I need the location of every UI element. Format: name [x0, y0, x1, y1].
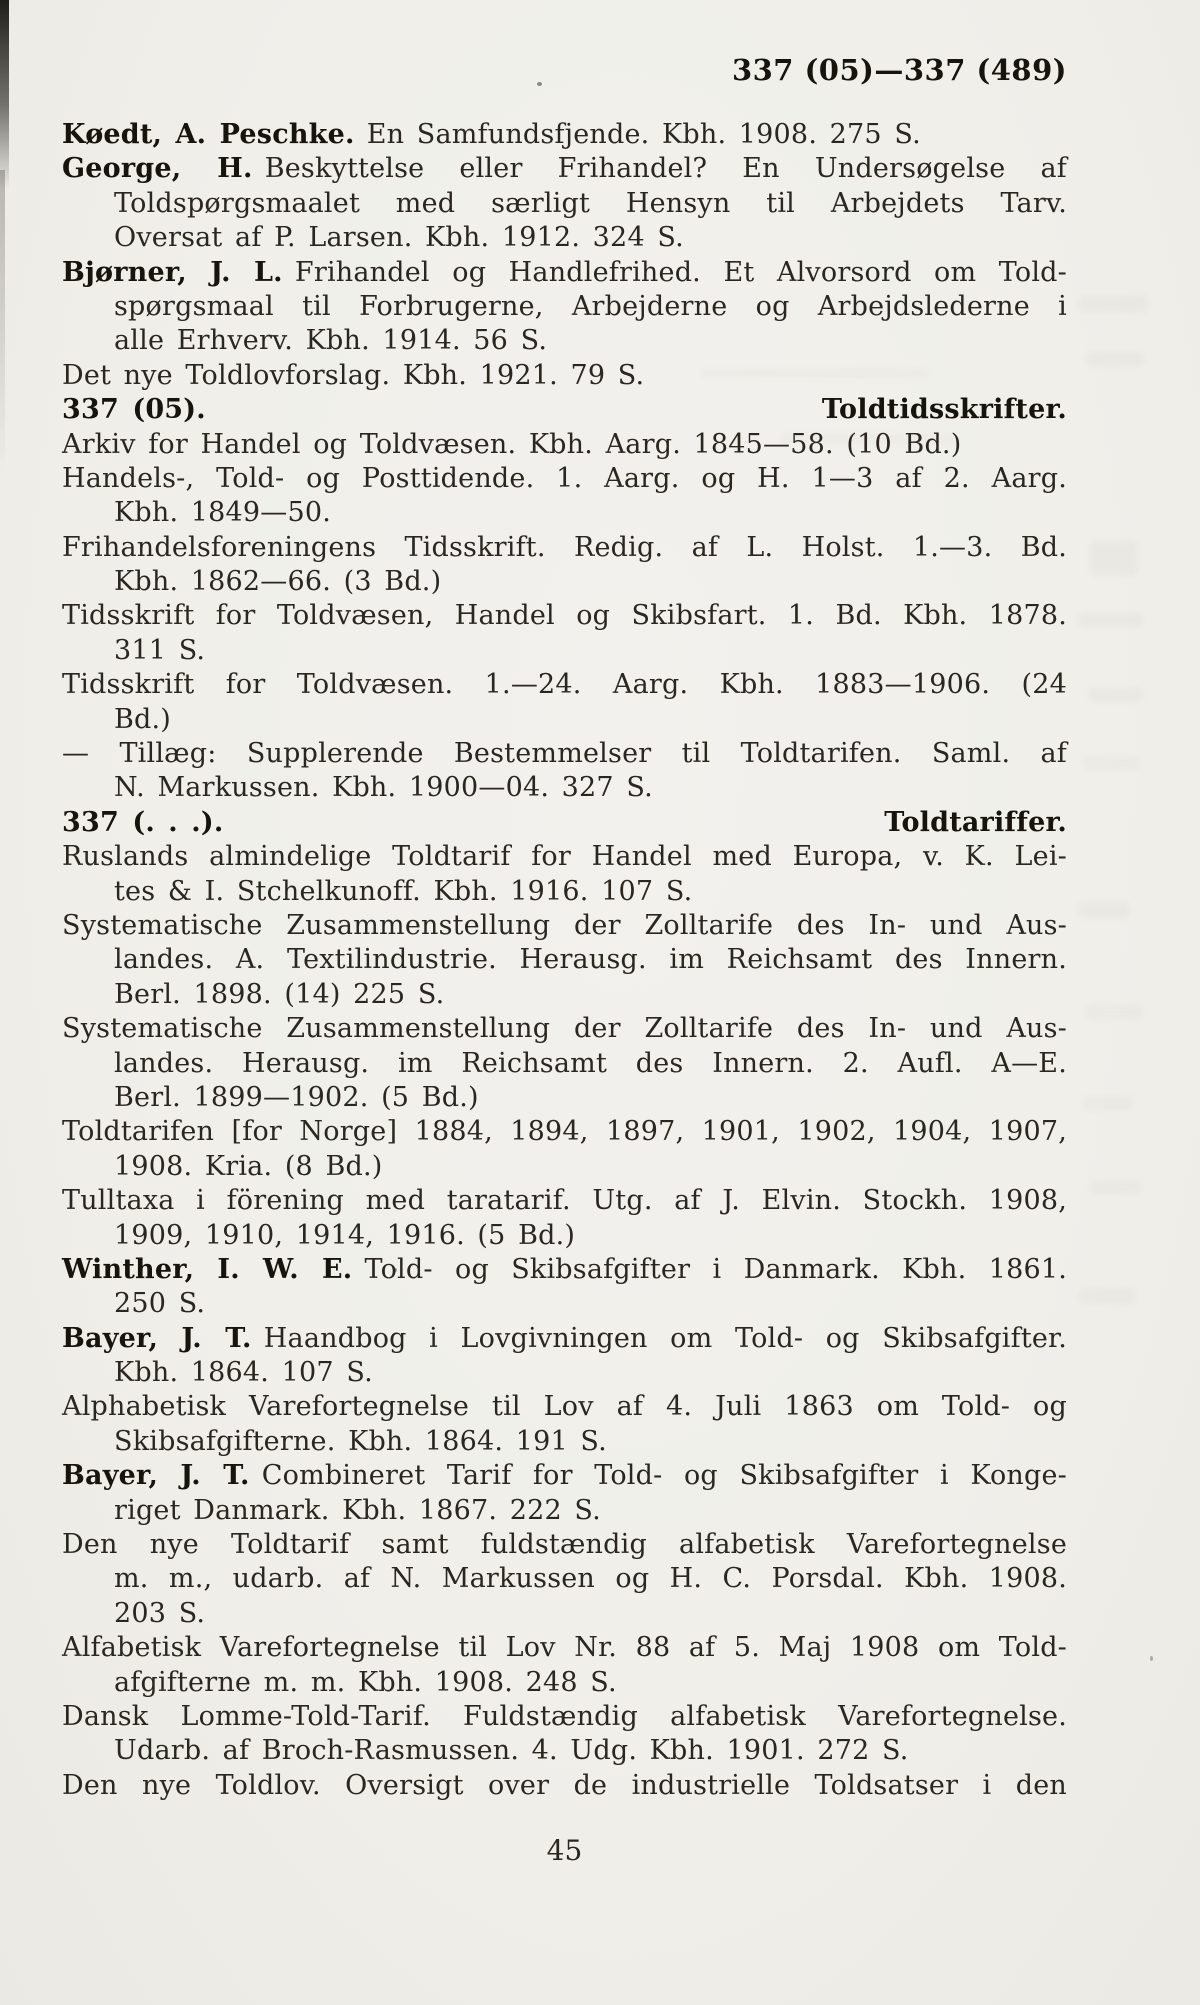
- entry-line: [62, 1425, 1067, 1459]
- section-title: Toldtidsskrifter.: [821, 394, 1067, 426]
- author-name: Bayer, J. T.: [62, 1322, 252, 1354]
- entry-line: [62, 118, 1067, 152]
- entry-line: [62, 462, 1067, 496]
- showthrough-smudge: [1082, 756, 1140, 770]
- entry-line: [62, 187, 1067, 221]
- line-text: Handels-, Told- og Posttidende. 1. Aarg. og H. 1—3 af 2. Aarg.: [62, 462, 1067, 494]
- line-text: 250 S.: [114, 1288, 206, 1320]
- entry-line: [62, 668, 1067, 702]
- entry-line: [62, 599, 1067, 633]
- entry-line: [62, 1356, 1067, 1390]
- showthrough-smudge: [1082, 1096, 1134, 1110]
- line-text: Den nye Toldtarif samt fuldstændig alfabetisk Varefortegnelse: [62, 1529, 1067, 1561]
- line-text: riget Danmark. Kbh. 1867. 222 S.: [114, 1494, 601, 1526]
- author-name: Køedt, A. Peschke.: [62, 119, 355, 150]
- line-text: Toldtarifen [for Norge] 1884, 1894, 1897, 1901, 1902, 1904, 1907,: [62, 1116, 1067, 1148]
- line-text: Kbh. 1862—66. (3 Bd.): [114, 566, 442, 598]
- entry-line: [62, 1494, 1067, 1528]
- line-text: 311 S.: [114, 634, 206, 666]
- line-text: Tidsskrift for Toldvæsen. 1.—24. Aarg. Kbh. 1883—1906. (24: [62, 669, 1067, 701]
- section-code: 337 (05).: [62, 394, 206, 426]
- entry-line: [62, 875, 1067, 909]
- showthrough-smudge: [1090, 1180, 1140, 1194]
- showthrough-smudge: [1086, 352, 1144, 366]
- line-text: Dansk Lomme-Told-Tarif. Fuldstændig alfabetisk Varefortegnelse.: [62, 1700, 1067, 1732]
- line-text: Skibsafgifterne. Kbh. 1864. 191 S.: [114, 1425, 607, 1457]
- line-text: 1908. Kria. (8 Bd.): [114, 1150, 383, 1182]
- ink-speck: [1150, 1656, 1153, 1661]
- entry-line: [62, 1081, 1067, 1115]
- line-text: Berl. 1899—1902. (5 Bd.): [114, 1081, 479, 1113]
- line-text: Frihandel og Handlefrihed. Et Alvorsord om Told-: [294, 256, 1067, 288]
- line-text: 203 S.: [114, 1597, 206, 1629]
- line-text: N. Markussen. Kbh. 1900—04. 327 S.: [114, 772, 653, 804]
- line-text: Systematische Zusammenstellung der Zolltarife des In- und Aus-: [62, 909, 1067, 941]
- author-name: Bayer, J. T.: [62, 1460, 250, 1492]
- entry-line: [62, 256, 1067, 290]
- line-text: Udarb. af Broch-Rasmussen. 4. Udg. Kbh. 1901. 272 S.: [114, 1735, 909, 1767]
- entry-line: [62, 1734, 1067, 1768]
- line-text: afgifterne m. m. Kbh. 1908. 248 S.: [114, 1666, 617, 1698]
- entry-line: [62, 531, 1067, 565]
- line-text: Bd.): [114, 703, 172, 735]
- entry-line: [62, 1666, 1067, 1700]
- entry-line: [62, 428, 1067, 462]
- entry-line: [62, 152, 1067, 186]
- entry-line: [62, 737, 1067, 771]
- line-text: Kbh. 1849—50.: [114, 497, 332, 529]
- entry-line: [62, 1219, 1067, 1253]
- entry-line: [62, 1287, 1067, 1321]
- line-text: Det nye Toldlovforslag. Kbh. 1921. 79 S.: [62, 359, 645, 391]
- line-text: Oversat af P. Larsen. Kbh. 1912. 324 S.: [114, 222, 684, 254]
- entry-line: [62, 1459, 1067, 1493]
- entry-line: [62, 565, 1067, 599]
- entry-line: [62, 909, 1067, 943]
- line-text: Alphabetisk Varefortegnelse til Lov af 4. Juli 1863 om Told- og: [62, 1391, 1067, 1423]
- entry-line: [62, 324, 1067, 358]
- showthrough-smudge: [1078, 296, 1148, 312]
- line-text: Berl. 1898. (14) 225 S.: [114, 978, 445, 1010]
- entry-line: [62, 1253, 1067, 1287]
- author-name: Bjørner, J. L.: [62, 256, 283, 288]
- scan-edge-artifact: [0, 0, 9, 190]
- entry-line: [62, 359, 1067, 393]
- entry-line: [62, 1597, 1067, 1631]
- line-text: Tulltaxa i förening med taratarif. Utg. af J. Elvin. Stockh. 1908,: [62, 1185, 1067, 1217]
- section-code: 337 (. . .).: [62, 806, 224, 838]
- entry-line: [62, 1528, 1067, 1562]
- entry-line: [62, 1769, 1067, 1803]
- entry-line: [62, 634, 1067, 668]
- line-text: Arkiv for Handel og Toldvæsen. Kbh. Aarg. 1845—58. (10 Bd.): [62, 428, 962, 460]
- entry-line: [62, 1390, 1067, 1424]
- line-text: Kbh. 1864. 107 S.: [114, 1357, 373, 1389]
- line-text: spørgsmaal til Forbrugerne, Arbejderne og Arbejdslederne i: [114, 290, 1067, 322]
- line-text: alle Erhverv. Kbh. 1914. 56 S.: [114, 325, 548, 357]
- entry-line: [62, 1184, 1067, 1218]
- line-text: — Tillæg: Supplerende Bestemmelser til Toldtarifen. Saml. af: [62, 738, 1067, 770]
- scan-edge-artifact: [0, 170, 5, 470]
- section-heading: [62, 806, 1067, 840]
- showthrough-smudge: [1088, 688, 1144, 702]
- line-text: Frihandelsforeningens Tidsskrift. Redig. af L. Holst. 1.—3. Bd.: [62, 531, 1067, 563]
- showthrough-smudge: [1078, 612, 1144, 628]
- entry-line: [62, 496, 1067, 530]
- line-text: Toldspørgsmaalet med særligt Hensyn til Arbejdets Tarv.: [114, 187, 1067, 219]
- showthrough-smudge: [1078, 1288, 1134, 1304]
- line-text: Den nye Toldlov. Oversigt over de industrielle Toldsatser i den: [62, 1769, 1067, 1801]
- line-text: Alfabetisk Varefortegnelse til Lov Nr. 88 af 5. Maj 1908 om Told-: [62, 1632, 1067, 1664]
- entry-line: [62, 1012, 1067, 1046]
- entry-line: [62, 771, 1067, 805]
- line-text: Systematische Zusammenstellung der Zolltarife des In- und Aus-: [62, 1013, 1067, 1045]
- entry-line: [62, 978, 1067, 1012]
- author-name: George, H.: [62, 153, 253, 185]
- entry-line: [62, 1322, 1067, 1356]
- showthrough-smudge: [1090, 540, 1138, 576]
- line-text: Beskyttelse eller Frihandel? En Undersøgelse af: [264, 153, 1067, 185]
- entry-line: [62, 840, 1067, 874]
- line-text: Combineret Tarif for Told- og Skibsafgifter i Konge-: [261, 1460, 1067, 1492]
- running-head: 337 (05)—337 (489): [731, 53, 1067, 87]
- section-title: Toldtariffer.: [884, 806, 1067, 838]
- entry-line: [62, 1562, 1067, 1596]
- entry-line: [62, 221, 1067, 255]
- line-text: Tidsskrift for Toldvæsen, Handel og Skibsfart. 1. Bd. Kbh. 1878.: [62, 600, 1067, 632]
- entry-line: [62, 1631, 1067, 1665]
- line-text: Haandbog i Lovgivningen om Told- og Skibsafgifter.: [263, 1322, 1067, 1354]
- line-text: landes. A. Textilindustrie. Herausg. im Reichsamt des Innern.: [114, 944, 1067, 976]
- line-text: landes. Herausg. im Reichsamt des Innern. 2. Aufl. A—E.: [114, 1047, 1067, 1079]
- line-text: tes & I. Stchelkunoff. Kbh. 1916. 107 S.: [114, 875, 693, 907]
- entry-line: [62, 1115, 1067, 1149]
- line-text: 1909, 1910, 1914, 1916. (5 Bd.): [114, 1219, 576, 1251]
- line-text: m. m., udarb. af N. Markussen og H. C. Porsdal. Kbh. 1908.: [114, 1563, 1067, 1595]
- line-text: En Samfundsfjende. Kbh. 1908. 275 S.: [366, 119, 921, 150]
- showthrough-smudge: [1086, 1004, 1144, 1020]
- showthrough-smudge: [1078, 902, 1130, 918]
- entry-line: [62, 703, 1067, 737]
- author-name: Winther, I. W. E.: [62, 1253, 353, 1285]
- line-text: Ruslands almindelige Toldtarif for Handel med Europa, v. K. Lei-: [62, 841, 1067, 873]
- section-heading: [62, 393, 1067, 427]
- line-text: Told- og Skibsafgifter i Danmark. Kbh. 1861.: [364, 1253, 1067, 1285]
- entry-line: [62, 1047, 1067, 1081]
- entry-line: [62, 290, 1067, 324]
- entry-line: [62, 1150, 1067, 1184]
- entry-line: [62, 943, 1067, 977]
- entry-line: [62, 1700, 1067, 1734]
- content-lines: [62, 118, 1067, 1803]
- page-number: 45: [546, 1834, 583, 1867]
